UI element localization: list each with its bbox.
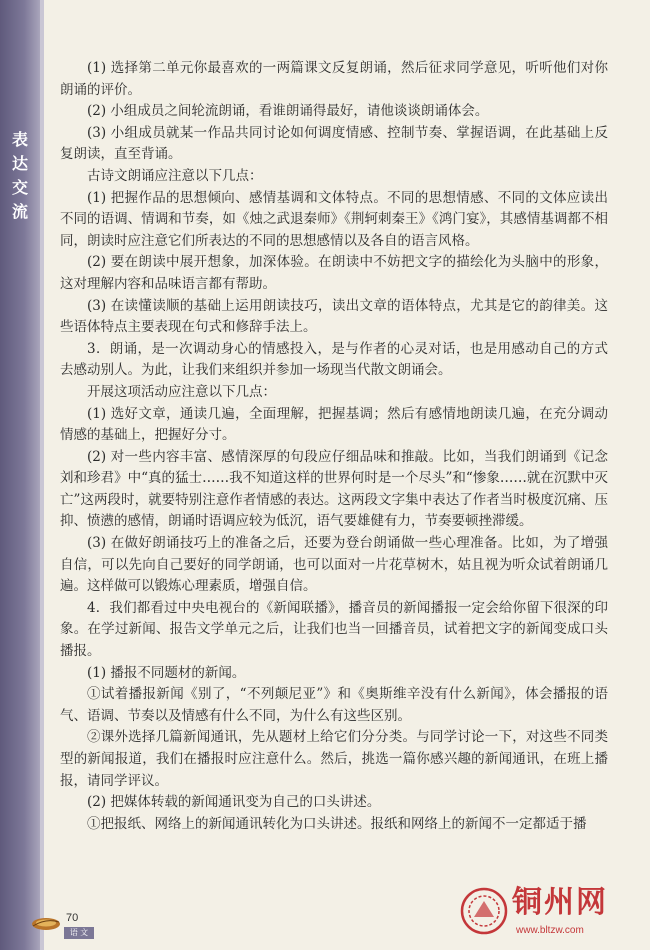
watermark-seal-icon — [460, 887, 508, 935]
paragraph: 4．我们都看过中央电视台的《新闻联播》，播音员的新闻播报一定会给你留下很深的印象。在学过新闻、报告文学单元之后，让我们也当一回播音员，试着把文字的新闻变成口头播报。 — [60, 599, 608, 660]
paragraph: (1) 选择第二单元你最喜欢的一两篇课文反复朗诵，然后征求同学意见，听听他们对你朗诵的评价。 — [60, 60, 608, 98]
paragraph: (2) 把媒体转载的新闻通讯变为自己的口头讲述。 — [87, 794, 381, 811]
paragraph: ①把报纸、网络上的新闻通讯转化为口头讲述。报纸和网络上的新闻不一定都适于播 — [87, 815, 587, 832]
sidebar-char: 交 — [11, 178, 28, 197]
paragraph: (2) 对一些内容丰富、感情深厚的句段应仔细品味和推敲。比如，当我们朗诵到《记念刘和珍君》中“真的猛士……我不知道这样的世界何时是一个尽头”和“惨象……就在沉默中灭亡”这两段时，就要特别注意作者情感的表达。这两段文字集中表达了作者当时极度沉痛、压抑、愤懑的感情，朗诵时语调应较为低沉，语气要雄健有力，节奏要顿挫滞缓。 — [60, 448, 608, 530]
paragraph: (1) 播报不同题材的新闻。 — [87, 664, 246, 681]
paragraph: ②课外选择几篇新闻通讯，先从题材上给它们分分类。与同学讨论一下，对这些不同类型的新闻报道，我们在播报时应注意什么。然后，挑选一篇你感兴趣的新闻通讯，在班上播报，请同学评议。 — [60, 729, 608, 789]
sidebar-char: 表 — [11, 130, 28, 149]
paragraph: (2) 小组成员之间轮流朗诵，看谁朗诵得最好，请他谈谈朗诵体会。 — [87, 103, 489, 120]
paragraph: (3) 小组成员就某一作品共同讨论如何调度情感、控制节奏、掌握语调，在此基础上反复朗读，直至背诵。 — [60, 124, 608, 163]
paragraph: (2) 要在朗读中展开想象，加深体验。在朗读中不妨把文字的描绘化为头脑中的形象，这对理解内容和品味语言都有帮助。 — [60, 254, 608, 292]
sidebar-char: 流 — [11, 202, 28, 221]
sidebar-title — [6, 128, 34, 224]
page-number: 70 — [66, 912, 79, 924]
footer-subject: 语 文 — [64, 927, 94, 939]
paragraph: ①试着播报新闻《别了，“不列颠尼亚”》和《奥斯维辛没有什么新闻》，体会播报的语气、语调、节奏以及情感有什么不同，为什么有这些区别。 — [60, 686, 608, 724]
paragraph: 开展这项活动应注意以下几点： — [87, 383, 276, 400]
paragraph: 古诗文朗诵应注意以下几点： — [87, 167, 263, 184]
watermark-name: 铜州网 — [512, 885, 608, 920]
watermark-url: www.bltzw.com — [516, 925, 584, 936]
leaf-icon — [30, 912, 62, 932]
paragraph: (3) 在读懂读顺的基础上运用朗读技巧，读出文章的语体特点，尤其是它的韵律美。这些语体特点主要表现在句式和修辞手法上。 — [60, 297, 608, 336]
watermark — [460, 885, 640, 945]
sidebar-stripe — [40, 0, 44, 950]
sidebar-char: 达 — [11, 154, 28, 173]
paragraph: (3) 在做好朗诵技巧上的准备之后，还要为登台朗诵做一些心理准备。比如，为了增强自信，可以先向自己要好的同学朗诵，也可以面对一片花草树木，姑且视为听众试着朗诵几遍。这样做可以锻炼心理素质，增强自信。 — [60, 535, 608, 595]
page-body — [60, 58, 608, 835]
paragraph: (1) 把握作品的思想倾向、感情基调和文体特点。不同的思想情感、不同的文体应读出不同的语调、情调和节奏，如《烛之武退秦师》《荆轲刺秦王》《鸿门宴》，其感情基调都不相同，朗读时应注意它们所表达的不同的思想感情以及各自的语言风格。 — [60, 189, 608, 249]
paragraph: (1) 选好文章，通读几遍，全面理解，把握基调；然后有感情地朗读几遍，在充分调动情感的基础上，把握好分寸。 — [60, 405, 608, 444]
paragraph: 3．朗诵，是一次调动身心的情感投入，是与作者的心灵对话，也是用感动自己的方式去感动别人。为此，让我们来组织并参加一场现当代散文朗诵会。 — [60, 340, 608, 379]
